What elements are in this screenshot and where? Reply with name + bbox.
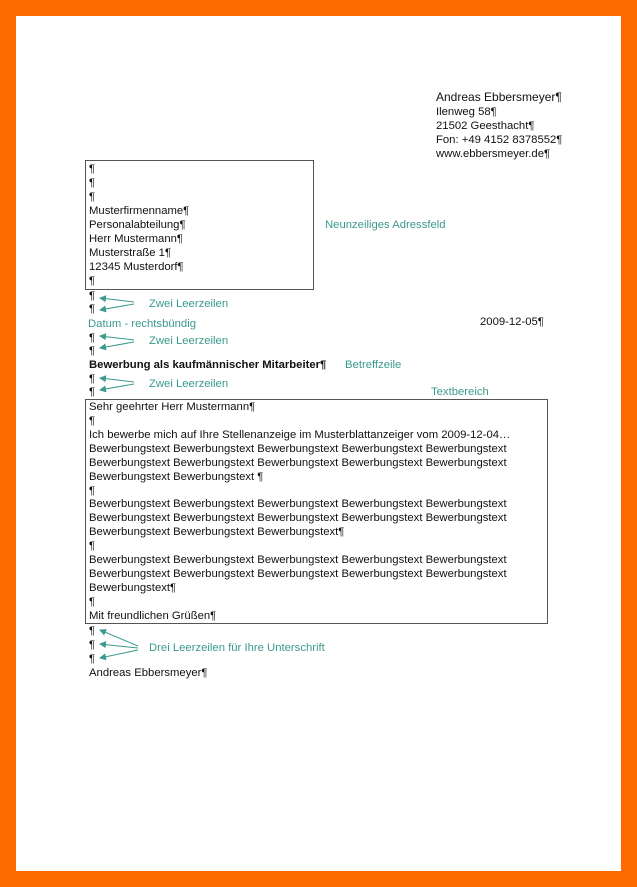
body-text-line: Bewerbungstext Bewerbungstext Bewerbungstext Bewerbungstext Bewerbungstext <box>89 498 507 510</box>
blank-line: ¶ <box>89 386 96 398</box>
address-line-contact: Herr Mustermann¶ <box>89 233 183 245</box>
body-text-line: Bewerbungstext¶ <box>89 582 177 594</box>
sender-city: 21502 Geesthacht¶ <box>436 120 535 132</box>
arrow-icon <box>100 644 138 648</box>
annotation-two-blank-1: Zwei Leerzeilen <box>149 298 229 310</box>
letter-date: 2009-12-05¶ <box>480 316 544 328</box>
sender-web: www.ebbersmeyer.de¶ <box>436 148 551 160</box>
letter-page <box>16 16 621 871</box>
closing-line: Mit freundlichen Grüßen¶ <box>89 610 217 622</box>
body-text-line: Bewerbungstext Bewerbungstext Bewerbungstext¶ <box>89 526 345 538</box>
subject-line: Bewerbung als kaufmännischer Mitarbeiter¶ <box>89 359 327 371</box>
body-text-line: Bewerbungstext Bewerbungstext Bewerbungstext Bewerbungstext Bewerbungstext <box>89 568 507 580</box>
blank-line: ¶ <box>89 625 96 637</box>
sender-phone: Fon: +49 4152 8378552¶ <box>436 134 563 146</box>
address-line-company: Musterfirmenname¶ <box>89 205 190 217</box>
arrow-icon <box>100 298 134 302</box>
blank-line: ¶ <box>89 332 96 344</box>
address-empty-4: ¶ <box>89 275 96 287</box>
address-empty-1: ¶ <box>89 163 96 175</box>
blank-line: ¶ <box>89 540 96 552</box>
address-line-city: 12345 Musterdorf¶ <box>89 261 184 273</box>
blank-line: ¶ <box>89 345 96 357</box>
body-text-line: Bewerbungstext Bewerbungstext Bewerbungstext Bewerbungstext Bewerbungstext <box>89 457 507 469</box>
sender-name: Andreas Ebbersmeyer¶ <box>436 90 562 104</box>
annotation-two-blank-3: Zwei Leerzeilen <box>149 378 229 390</box>
arrow-icon <box>100 342 134 348</box>
blank-line: ¶ <box>89 485 96 497</box>
annotation-two-blank-2: Zwei Leerzeilen <box>149 335 229 347</box>
annotation-subject-line: Betreffzeile <box>345 359 402 371</box>
arrow-icon <box>100 650 138 658</box>
salutation: Sehr geehrter Herr Mustermann¶ <box>89 401 256 413</box>
arrow-icon <box>100 336 134 340</box>
annotation-date-right: Datum - rechtsbündig <box>88 318 196 330</box>
intro-line: Ich bewerbe mich auf Ihre Stellenanzeige im Musterblattanzeiger vom 2009-12-04… <box>89 429 511 441</box>
body-text-line: Bewerbungstext Bewerbungstext ¶ <box>89 471 264 483</box>
arrow-icon <box>100 378 134 382</box>
blank-line: ¶ <box>89 415 96 427</box>
arrow-icon <box>100 630 138 646</box>
blank-line: ¶ <box>89 653 96 665</box>
annotation-text-area: Textbereich <box>431 386 489 398</box>
signature-name: Andreas Ebbersmeyer¶ <box>89 667 208 679</box>
address-empty-2: ¶ <box>89 177 96 189</box>
sender-street: Ilenweg 58¶ <box>436 106 497 118</box>
blank-line: ¶ <box>89 303 96 315</box>
blank-line: ¶ <box>89 373 96 385</box>
body-text-line: Bewerbungstext Bewerbungstext Bewerbungstext Bewerbungstext Bewerbungstext <box>89 443 507 455</box>
arrow-icon <box>100 384 134 390</box>
annotation-arrows <box>16 16 621 871</box>
address-line-department: Personalabteilung¶ <box>89 219 186 231</box>
blank-line: ¶ <box>89 290 96 302</box>
annotation-three-blank: Drei Leerzeilen für Ihre Unterschrift <box>149 642 325 654</box>
address-empty-3: ¶ <box>89 191 96 203</box>
body-text-line: Bewerbungstext Bewerbungstext Bewerbungstext Bewerbungstext Bewerbungstext <box>89 512 507 524</box>
address-line-street: Musterstraße 1¶ <box>89 247 172 259</box>
blank-line: ¶ <box>89 639 96 651</box>
arrow-icon <box>100 304 134 310</box>
annotation-address-field: Neunzeiliges Adressfeld <box>325 219 446 231</box>
body-text-line: Bewerbungstext Bewerbungstext Bewerbungstext Bewerbungstext Bewerbungstext <box>89 554 507 566</box>
blank-line: ¶ <box>89 596 96 608</box>
